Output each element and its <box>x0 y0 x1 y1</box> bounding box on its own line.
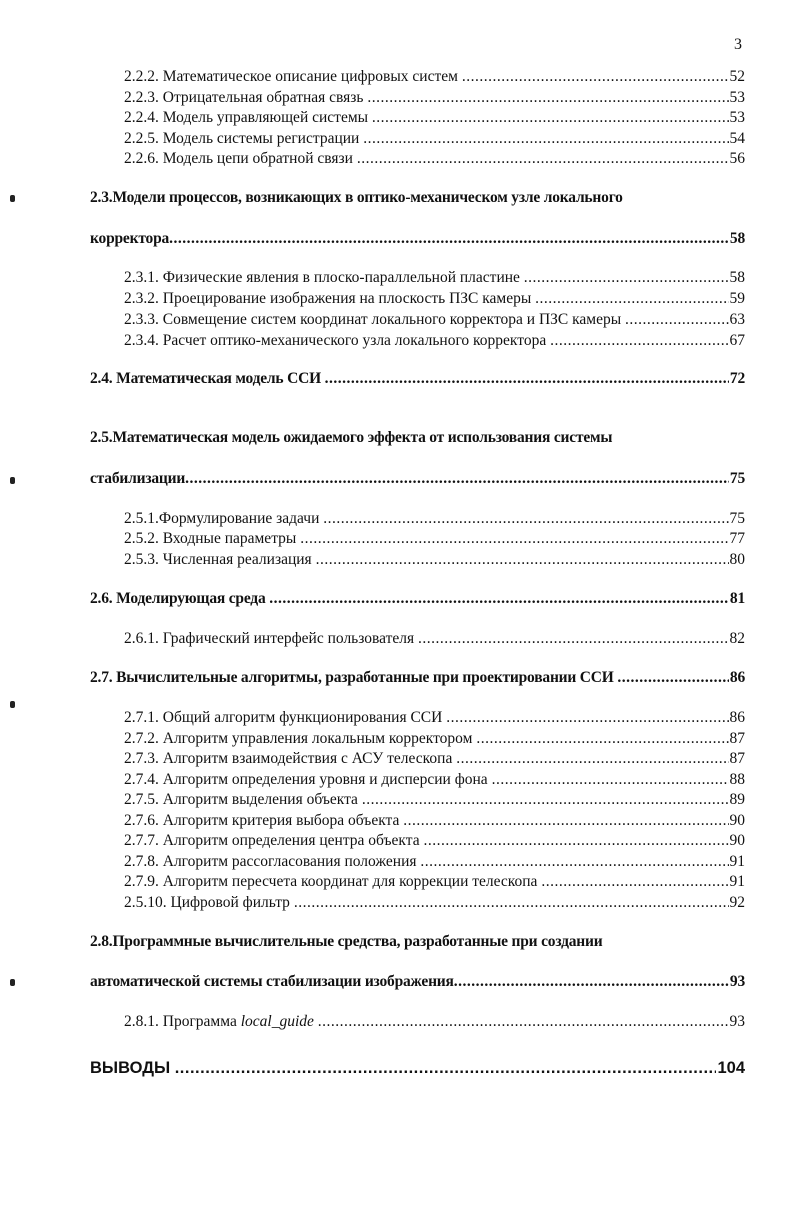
toc-subentry[interactable] <box>124 1012 745 1032</box>
toc-title: Модель управляющей системы <box>162 109 369 126</box>
dot-leader <box>456 749 728 769</box>
dot-leader <box>363 129 728 149</box>
toc-page-number: 87 <box>729 750 745 767</box>
toc-number: 2.6.1. <box>124 630 159 647</box>
dot-leader <box>316 550 729 570</box>
toc-subentry[interactable] <box>124 749 745 769</box>
dot-leader <box>300 529 728 549</box>
toc-title: Математическая модель ССИ <box>116 370 321 387</box>
toc-subentry[interactable] <box>124 310 745 330</box>
toc-heading[interactable] <box>90 668 745 688</box>
toc-number: 2.7.9. <box>124 873 159 890</box>
toc-title: Программа <box>162 1013 237 1030</box>
toc-subentry[interactable] <box>124 729 745 749</box>
toc-heading-line2[interactable] <box>90 972 745 992</box>
toc-page-number: 67 <box>729 332 745 349</box>
toc-number: 2.2.5. <box>124 130 159 147</box>
toc-subentry[interactable] <box>124 708 745 728</box>
toc-subentry[interactable] <box>124 790 745 810</box>
dot-leader <box>625 310 728 330</box>
toc-page-number: 90 <box>729 812 745 829</box>
toc-title: Моделирующая среда <box>116 590 266 607</box>
dot-leader <box>617 668 729 688</box>
scan-mark <box>10 195 15 202</box>
dot-leader <box>535 289 728 309</box>
dot-leader <box>423 831 728 851</box>
toc-page-number: 86 <box>729 669 745 686</box>
toc-subentry[interactable] <box>124 129 745 149</box>
toc-page-number: 93 <box>729 973 745 990</box>
toc-title: Цифровой фильтр <box>170 894 290 911</box>
toc-page-number: 93 <box>729 1013 745 1030</box>
toc-number: 2.3.3. <box>124 311 159 328</box>
toc-heading-line2[interactable] <box>90 229 745 249</box>
toc-title: Физические явления в плоско-параллельной пластине <box>162 269 520 286</box>
toc-number: 2.2.3. <box>124 89 159 106</box>
dot-leader <box>476 729 728 749</box>
toc-page-number: 58 <box>729 269 745 286</box>
dot-leader <box>323 509 728 529</box>
toc-number: 2.5.2. <box>124 530 159 547</box>
toc-heading-line1 <box>90 428 612 448</box>
toc-number: 2.2.4. <box>124 109 159 126</box>
toc-title: Отрицательная обратная связь <box>162 89 364 106</box>
toc-page-number: 91 <box>729 853 745 870</box>
toc-number: 2.8. <box>90 933 113 950</box>
toc-title: Алгоритм выделения объекта <box>162 791 358 808</box>
toc-title: Алгоритм взаимодействия с АСУ телескопа <box>162 750 453 767</box>
toc-title: Совмещение систем координат локального корректора и ПЗС камеры <box>162 311 622 328</box>
toc-number: 2.7.7. <box>124 832 159 849</box>
dot-leader <box>462 67 729 87</box>
dot-leader <box>492 770 729 790</box>
toc-page-number: 54 <box>729 130 745 147</box>
toc-subentry[interactable] <box>124 149 745 169</box>
page-number: 3 <box>734 36 742 53</box>
dot-leader <box>418 629 728 649</box>
dot-leader <box>175 1058 717 1078</box>
toc-subentry[interactable] <box>124 67 745 87</box>
toc-subentry[interactable] <box>124 852 745 872</box>
toc-subentry[interactable] <box>124 811 745 831</box>
toc-number: 2.7.8. <box>124 853 159 870</box>
dot-leader <box>362 790 729 810</box>
dot-leader <box>524 268 729 288</box>
toc-heading-line2[interactable] <box>90 469 745 489</box>
toc-heading-line1 <box>90 188 623 208</box>
toc-number: 2.7.4. <box>124 771 159 788</box>
toc-page-number: 80 <box>729 551 745 568</box>
toc-number: 2.7. <box>90 669 113 686</box>
toc-number: 2.5. <box>90 429 113 446</box>
toc-page-number: 87 <box>729 730 745 747</box>
scan-mark <box>10 979 15 986</box>
toc-page-number: 90 <box>729 832 745 849</box>
toc-subentry[interactable] <box>124 331 745 351</box>
toc-heading[interactable] <box>90 369 745 389</box>
toc-heading-line1 <box>90 932 602 952</box>
toc-number: 2.3.4. <box>124 332 159 349</box>
toc-page-number: 86 <box>729 709 745 726</box>
toc-subentry[interactable] <box>124 88 745 108</box>
toc-page-number: 58 <box>729 230 745 247</box>
toc-title: Алгоритм критерия выбора объекта <box>162 812 400 829</box>
toc-title: Расчет оптико-механического узла локального корректора <box>162 332 547 349</box>
toc-title-italic: local_guide <box>240 1013 314 1030</box>
toc-subentry[interactable] <box>124 893 745 913</box>
toc-subentry[interactable] <box>124 108 745 128</box>
dot-leader <box>420 852 728 872</box>
toc-subentry[interactable] <box>124 268 745 288</box>
toc-title: Входные параметры <box>162 530 297 547</box>
toc-title: Алгоритм управления локальным корректором <box>162 730 473 747</box>
dot-leader <box>454 972 729 992</box>
toc-title: Проецирование изображения на плоскость ПЗС камеры <box>162 290 532 307</box>
toc-page-number: 92 <box>729 894 745 911</box>
dot-leader <box>357 149 729 169</box>
dot-leader <box>372 108 729 128</box>
toc-title: Математическая модель ожидаемого эффекта от использования системы <box>112 429 613 446</box>
toc-title-continued: корректора <box>90 230 170 247</box>
toc-page-number: 91 <box>729 873 745 890</box>
toc-page-number: 53 <box>729 89 745 106</box>
toc-number: 2.7.6. <box>124 812 159 829</box>
toc-number: 2.7.1. <box>124 709 159 726</box>
toc-title: Математическое описание цифровых систем <box>162 68 458 85</box>
toc-subentry[interactable] <box>124 831 745 851</box>
toc-title-continued: автоматической системы стабилизации изображения <box>90 973 454 990</box>
toc-title: Модель системы регистрации <box>162 130 360 147</box>
toc-title: Алгоритм пересчета координат для коррекции телескопа <box>162 873 538 890</box>
toc-number: 2.2.2. <box>124 68 159 85</box>
toc-page-number: 63 <box>729 311 745 328</box>
toc-number: 2.3. <box>90 189 113 206</box>
toc-heading[interactable] <box>90 1058 745 1078</box>
toc-number: 2.7.2. <box>124 730 159 747</box>
toc-number: 2.5.1. <box>124 510 159 527</box>
dot-leader <box>541 872 728 892</box>
toc-number: 2.6. <box>90 590 113 607</box>
toc-number: 2.8.1. <box>124 1013 159 1030</box>
toc-number: 2.2.6. <box>124 150 159 167</box>
toc-number: 2.3.2. <box>124 290 159 307</box>
toc-title-continued: стабилизации <box>90 470 186 487</box>
toc-title: Формулирование задачи <box>158 510 320 527</box>
toc-page-number: 82 <box>729 630 745 647</box>
toc-page-number: 72 <box>729 370 745 387</box>
toc-number: 2.5.10. <box>124 894 167 911</box>
toc-subentry[interactable] <box>124 289 745 309</box>
toc-subentry[interactable] <box>124 629 745 649</box>
toc-page-number: 104 <box>717 1059 745 1077</box>
dot-leader <box>294 893 729 913</box>
toc-title: Алгоритм определения центра объекта <box>162 832 420 849</box>
toc-title: Модель цепи обратной связи <box>162 150 353 167</box>
toc-title: ВЫВОДЫ <box>90 1059 171 1077</box>
toc-title: Общий алгоритм функционирования ССИ <box>162 709 443 726</box>
toc-title: Численная реализация <box>162 551 312 568</box>
toc-number: 2.5.3. <box>124 551 159 568</box>
toc-heading[interactable] <box>90 589 745 609</box>
toc-number: 2.7.5. <box>124 791 159 808</box>
toc-title: Вычислительные алгоритмы, разработанные при проектировании ССИ <box>116 669 614 686</box>
toc-title: Модели процессов, возникающих в оптико-механическом узле локального <box>112 189 623 206</box>
dot-leader <box>169 229 729 249</box>
toc-page-number: 56 <box>729 150 745 167</box>
toc-title: Алгоритм определения уровня и дисперсии фона <box>162 771 488 788</box>
scan-mark <box>10 701 15 708</box>
toc-title: Графический интерфейс пользователя <box>162 630 415 647</box>
toc-page-number: 75 <box>729 510 745 527</box>
toc-subentry[interactable] <box>124 529 745 549</box>
toc-page-number: 89 <box>729 791 745 808</box>
toc-page-number: 88 <box>729 771 745 788</box>
dot-leader <box>318 1012 729 1032</box>
toc-number: 2.3.1. <box>124 269 159 286</box>
toc-page-number: 53 <box>729 109 745 126</box>
toc-page-number: 75 <box>729 470 745 487</box>
dot-leader <box>269 589 729 609</box>
toc-page-number: 81 <box>729 590 745 607</box>
toc-number: 2.4. <box>90 370 113 387</box>
scan-mark <box>10 477 15 484</box>
toc-subentry[interactable] <box>124 550 745 570</box>
dot-leader <box>185 469 729 489</box>
dot-leader <box>403 811 728 831</box>
toc-subentry[interactable] <box>124 872 745 892</box>
toc-number: 2.7.3. <box>124 750 159 767</box>
dot-leader <box>446 708 728 728</box>
dot-leader <box>325 369 729 389</box>
toc-title: Программные вычислительные средства, разработанные при создании <box>112 933 603 950</box>
dot-leader <box>367 88 728 108</box>
toc-page-number: 59 <box>729 290 745 307</box>
toc-subentry[interactable] <box>124 770 745 790</box>
toc-title: Алгоритм рассогласования положения <box>162 853 417 870</box>
toc-page-number: 77 <box>729 530 745 547</box>
dot-leader <box>550 331 728 351</box>
toc-page-number: 52 <box>729 68 745 85</box>
toc-subentry[interactable] <box>124 509 745 529</box>
